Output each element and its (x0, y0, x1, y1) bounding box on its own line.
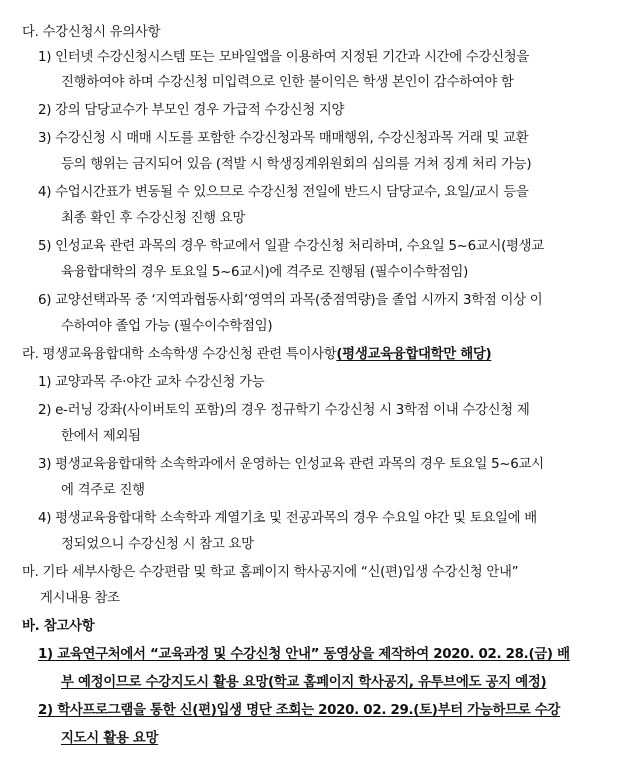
reference-item-continuation: 부 예정이므로 수강지도시 활용 요망(학교 홈페이지 학사공지, 유투브에도 공지 예정) (61, 675, 547, 690)
section-ma-text: 마. 기타 세부사항은 수강편람 및 학교 홈페이지 학사공지에 “신(편)입생 수강신청 안내” (22, 565, 519, 580)
section-ra-heading-emphasis: (평생교육융합대학만 해당) (336, 347, 492, 362)
section-ra-heading (22, 345, 491, 365)
list-item-continuation: 에 격주로 진행 (61, 483, 145, 498)
list-item: 3) 평생교육융합대학 소속학과에서 운영하는 인성교육 관련 과목의 경우 토요일 5~6교시 (38, 457, 544, 472)
list-item: 1) 인터넷 수강신청시스템 또는 모바일앱을 이용하여 지정된 기간과 시간에 수강신청을 (38, 50, 529, 65)
list-item: 1) 교양과목 주·야간 교차 수강신청 가능 (38, 375, 265, 390)
list-item: 3) 수강신청 시 매매 시도를 포함한 수강신청과목 매매행위, 수강신청과목 거래 및 교환 (38, 131, 529, 146)
reference-item: 2) 학사프로그램을 통한 신(편)입생 명단 조회는 2020. 02. 29.(토)부터 가능하므로 수강 (38, 703, 561, 718)
list-item-continuation: 정되었으니 수강신청 시 참고 요망 (61, 537, 254, 552)
section-ba-heading: 바. 참고사항 (22, 619, 95, 634)
section-ma-text-continuation: 게시내용 참조 (40, 591, 120, 606)
list-item-continuation: 등의 행위는 금지되어 있음 (적발 시 학생징계위원회의 심의를 거쳐 징계 처리 가능) (61, 157, 532, 172)
reference-item: 1) 교육연구처에서 “교육과정 및 수강신청 안내” 동영상을 제작하여 2020. 02. 28.(금) 배 (38, 647, 570, 662)
list-item-continuation: 최종 확인 후 수강신청 진행 요망 (61, 211, 246, 226)
list-item: 4) 수업시간표가 변동될 수 있으므로 수강신청 전일에 반드시 담당교수, 요일/교시 등을 (38, 185, 529, 200)
list-item-continuation: 수하여야 졸업 가능 (필수이수학점임) (61, 319, 273, 334)
section-da-heading: 다. 수강신청시 유의사항 (22, 25, 161, 40)
reference-item-continuation: 지도시 활용 요망 (61, 731, 159, 746)
section-ra-heading-text: 라. 평생교육융합대학 소속학생 수강신청 관련 특이사항 (22, 347, 337, 362)
list-item-continuation: 한에서 제외됨 (61, 429, 141, 444)
list-item: 5) 인성교육 관련 과목의 경우 학교에서 일괄 수강신청 처리하며, 수요일 5~6교시(평생교 (38, 239, 544, 254)
list-item-continuation: 육융합대학의 경우 토요일 5~6교시)에 격주로 진행됨 (필수이수학점임) (61, 265, 469, 280)
list-item-continuation: 진행하여야 하며 수강신청 미입력으로 인한 불이익은 학생 본인이 감수하여야 함 (61, 75, 514, 90)
list-item: 6) 교양선택과목 중 ‘지역과협동사회’영역의 과목(중점역량)을 졸업 시까지 3학점 이상 이 (38, 293, 543, 308)
list-item: 4) 평생교육융합대학 소속학과 계열기초 및 전공과목의 경우 수요일 야간 및 토요일에 배 (38, 511, 537, 526)
list-item: 2) e-러닝 강좌(사이버토익 포함)의 경우 정규학기 수강신청 시 3학점 이내 수강신청 제 (38, 403, 530, 418)
list-item: 2) 강의 담당교수가 부모인 경우 가급적 수강신청 지양 (38, 103, 345, 118)
